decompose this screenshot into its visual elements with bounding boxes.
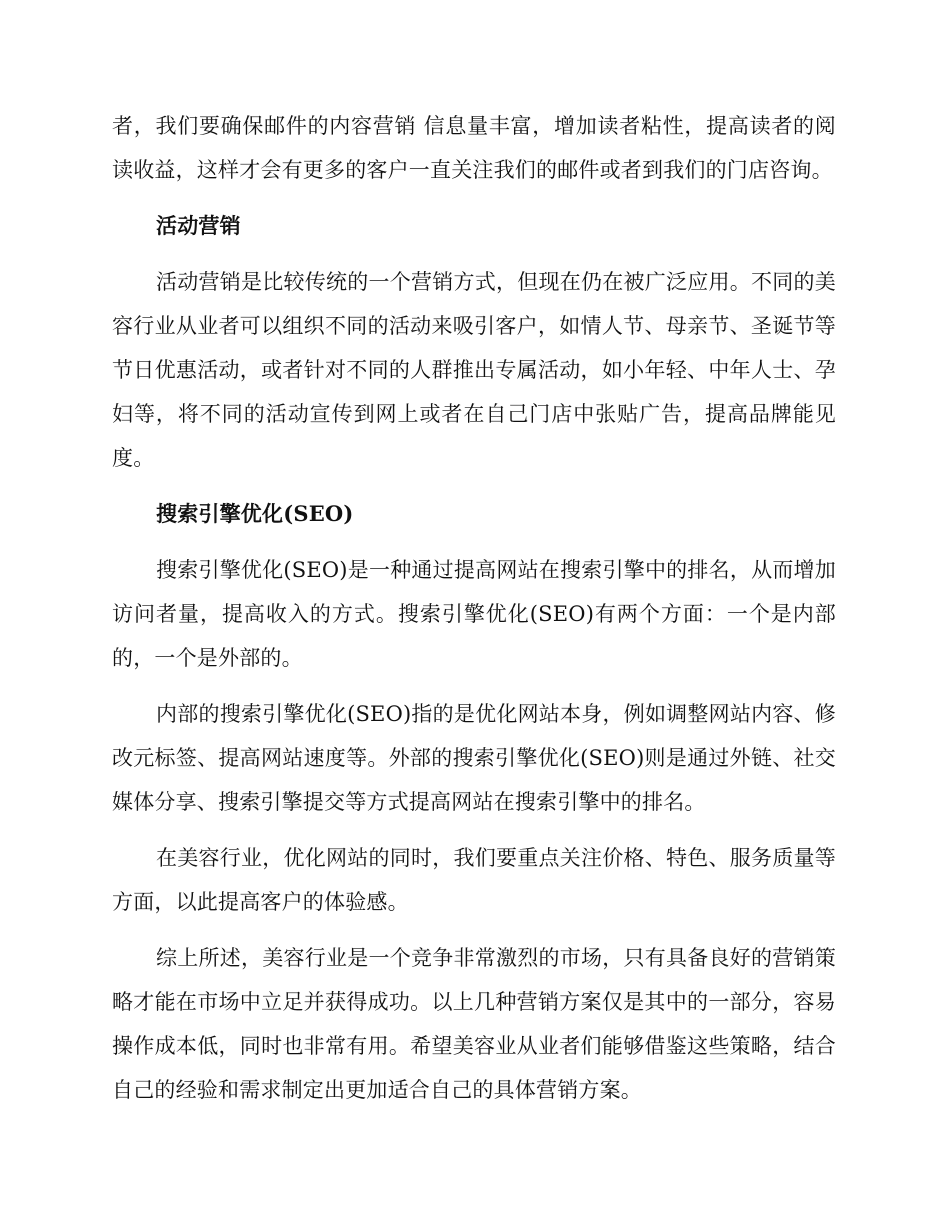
document-body — [112, 104, 836, 1112]
section-heading-event-marketing: 活动营销 — [156, 213, 241, 238]
paragraph-continued: 者，我们要确保邮件的内容营销 信息量丰富，增加读者粘性，提高读者的阅读收益，这样才会有更多的客户一直关注我们的邮件或者到我们的门店咨询。 — [112, 114, 836, 182]
section-heading-seo: 搜索引擎优化(SEO) — [156, 501, 354, 526]
paragraph-seo-internal-external: 内部的搜索引擎优化(SEO)指的是优化网站本身，例如调整网站内容、修改元标签、提高网站速度等。外部的搜索引擎优化(SEO)则是通过外链、社交媒体分享、搜索引擎提交等方式提高网站在搜索引擎中的排名。 — [112, 702, 836, 814]
paragraph-beauty-website: 在美容行业，优化网站的同时，我们要重点关注价格、特色、服务质量等方面，以此提高客户的体验感。 — [112, 846, 836, 914]
paragraph-event-marketing: 活动营销是比较传统的一个营销方式，但现在仍在被广泛应用。不同的美容行业从业者可以组织不同的活动来吸引客户，如情人节、母亲节、圣诞节等节日优惠活动，或者针对不同的人群推出专属活动，如小年轻、中年人士、孕妇等，将不同的活动宣传到网上或者在自己门店中张贴广告，提高品牌能见度。 — [112, 270, 836, 470]
paragraph-conclusion: 综上所述，美容行业是一个竞争非常激烈的市场，只有具备良好的营销策略才能在市场中立足并获得成功。以上几种营销方案仅是其中的一部分，容易操作成本低，同时也非常有用。希望美容业从业者们能够借鉴这些策略，结合自己的经验和需求制定出更加适合自己的具体营销方案。 — [112, 946, 836, 1102]
paragraph-seo-intro: 搜索引擎优化(SEO)是一种通过提高网站在搜索引擎中的排名，从而增加访问者量，提高收入的方式。搜索引擎优化(SEO)有两个方面：一个是内部的，一个是外部的。 — [112, 558, 836, 670]
